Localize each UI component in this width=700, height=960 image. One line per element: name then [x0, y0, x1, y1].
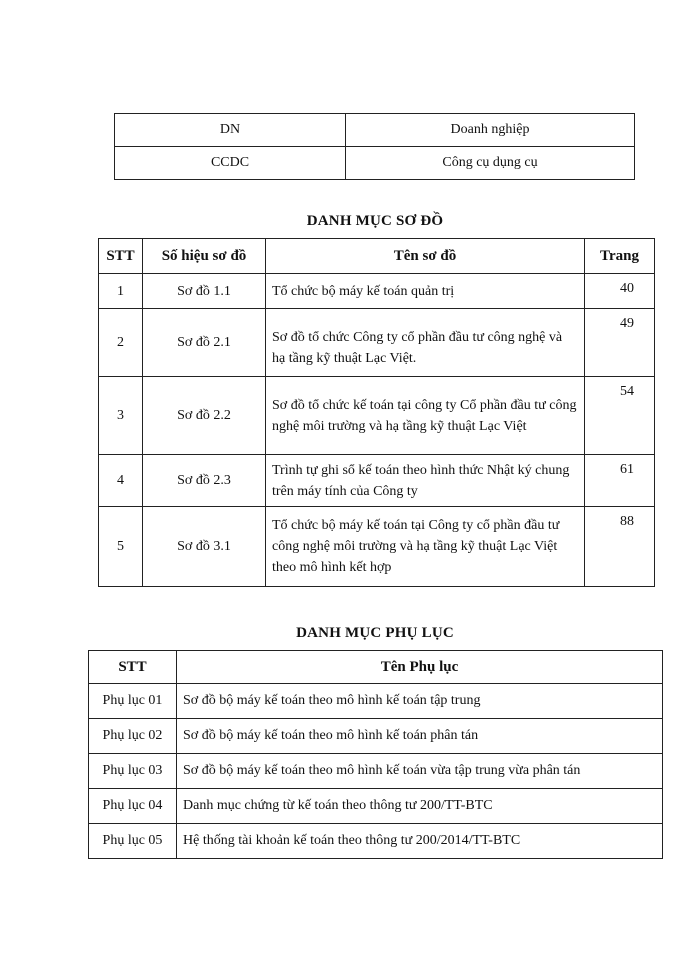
row-code: Sơ đồ 2.3 [143, 455, 266, 507]
row-name: Hệ thống tài khoản kế toán theo thông tư 200/2014/TT-BTC [177, 824, 663, 859]
row-name: Trình tự ghi sổ kế toán theo hình thức Nhật ký chung trên máy tính của Công ty [266, 455, 585, 507]
table-row [99, 274, 655, 309]
table-row [89, 789, 663, 824]
row-stt: Phụ lục 03 [89, 754, 177, 789]
appendix-list-table [88, 650, 663, 859]
row-stt: Phụ lục 01 [89, 684, 177, 719]
row-name: Tổ chức bộ máy kế toán quản trị [266, 274, 585, 309]
table-row [89, 824, 663, 859]
row-stt: 1 [99, 274, 143, 309]
row-stt: Phụ lục 04 [89, 789, 177, 824]
table-row [99, 455, 655, 507]
table-header-row [89, 651, 663, 684]
row-name: Sơ đồ bộ máy kế toán theo mô hình kế toán tập trung [177, 684, 663, 719]
row-name: Sơ đồ tổ chức Công ty cổ phần đầu tư công nghệ và hạ tầng kỹ thuật Lạc Việt. [266, 309, 585, 377]
abbr-meaning: Công cụ dụng cụ [346, 147, 635, 180]
table-row [115, 147, 635, 180]
abbr-code: DN [115, 114, 346, 147]
header-stt: STT [89, 651, 177, 684]
row-name: Sơ đồ tổ chức kế toán tại công ty Cổ phần đầu tư công nghệ môi trường và hạ tầng kỹ thuật Lạc Việt [266, 377, 585, 455]
table-header-row [99, 239, 655, 274]
row-stt: Phụ lục 05 [89, 824, 177, 859]
header-code: Số hiệu sơ đồ [143, 239, 266, 274]
row-stt: 2 [99, 309, 143, 377]
header-name: Tên sơ đồ [266, 239, 585, 274]
row-code: Sơ đồ 1.1 [143, 274, 266, 309]
header-name: Tên Phụ lục [177, 651, 663, 684]
table-row [99, 507, 655, 587]
row-page: 40 [585, 274, 655, 309]
header-stt: STT [99, 239, 143, 274]
abbr-meaning: Doanh nghiệp [346, 114, 635, 147]
appendix-list-title: DANH MỤC PHỤ LỤC [296, 625, 454, 641]
table-row [89, 754, 663, 789]
row-stt: 4 [99, 455, 143, 507]
row-page: 61 [585, 455, 655, 507]
row-stt: 5 [99, 507, 143, 587]
table-row [99, 377, 655, 455]
row-stt: 3 [99, 377, 143, 455]
row-code: Sơ đồ 2.2 [143, 377, 266, 455]
row-name: Tổ chức bộ máy kế toán tại Công ty cổ phần đầu tư công nghệ môi trường và hạ tầng kỹ thuật Lạc Việt theo mô hình kết hợp [266, 507, 585, 587]
row-page: 88 [585, 507, 655, 587]
row-name: Sơ đồ bộ máy kế toán theo mô hình kế toán phân tán [177, 719, 663, 754]
table-row [99, 309, 655, 377]
table-row [115, 114, 635, 147]
row-name: Sơ đồ bộ máy kế toán theo mô hình kế toán vừa tập trung vừa phân tán [177, 754, 663, 789]
diagram-list-table [98, 238, 655, 587]
table-row [89, 719, 663, 754]
row-page: 49 [585, 309, 655, 377]
diagram-list-title: DANH MỤC SƠ ĐỒ [306, 213, 444, 229]
row-name: Danh mục chứng từ kế toán theo thông tư 200/TT-BTC [177, 789, 663, 824]
row-stt: Phụ lục 02 [89, 719, 177, 754]
row-page: 54 [585, 377, 655, 455]
abbr-code: CCDC [115, 147, 346, 180]
table-row [89, 684, 663, 719]
abbreviation-table [114, 113, 635, 180]
row-code: Sơ đồ 3.1 [143, 507, 266, 587]
row-code: Sơ đồ 2.1 [143, 309, 266, 377]
header-page: Trang [585, 239, 655, 274]
